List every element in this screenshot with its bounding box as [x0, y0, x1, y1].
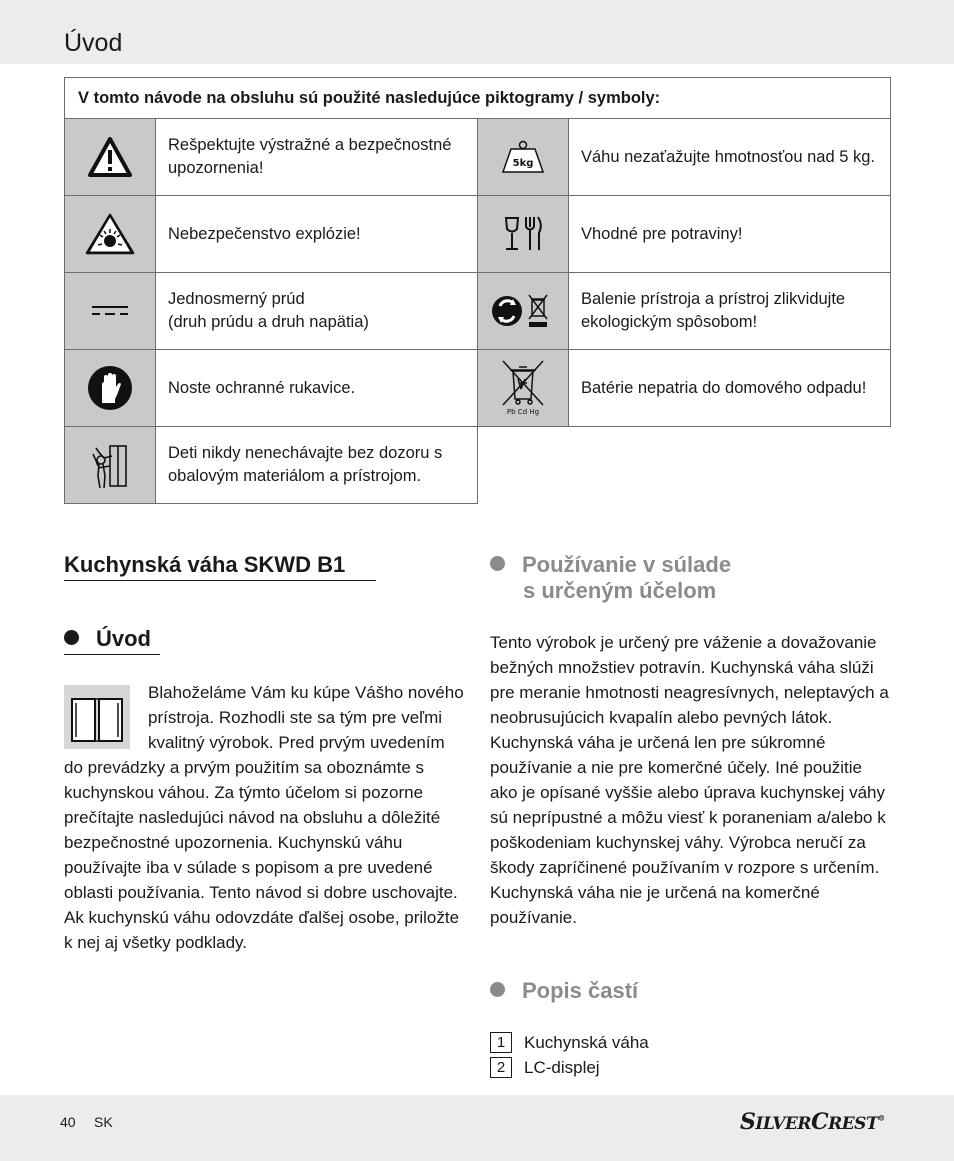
recycling-disposal-icon: [478, 273, 569, 350]
bullet-icon: [64, 630, 79, 645]
part-number: 1: [490, 1032, 512, 1053]
gloves-icon: [65, 350, 156, 427]
symbol-text-gloves: Noste ochranné rukavice.: [156, 350, 478, 427]
part-label: Kuchynská váha: [524, 1032, 649, 1052]
explosion-hazard-icon: [65, 196, 156, 273]
part-label: LC-displej: [524, 1057, 600, 1077]
symbols-table: [64, 77, 891, 504]
bullet-icon: [490, 556, 505, 571]
food-safe-icon: [478, 196, 569, 273]
list-item: [490, 1055, 649, 1080]
page-number: 40: [60, 1114, 76, 1130]
intro-paragraph: Blahoželáme Vám ku kúpe Vášho nového prístroja. Rozhodli ste sa tým pre veľmi kvalitný výrobok. Pred prvým uvedením do prevádzky a prvým použitím sa oboznámte s kuchynskou váhou. Za týmto účelom si pozorne prečítajte nasledujúci návod na obsluhu a dôležité bezpečnostné upozornenia. Kuchynskú váhu používajte iba v súlade s popisom a pre uvedené oblasti používania. Tento návod si dobre uschovajte. Ak kuchynskú váhu odovzdáte ďalšej osobe, priložte k nej aj všetky podklady.: [64, 683, 464, 952]
symbol-text-weight: Váhu nezaťažujte hmotnosťou nad 5 kg.: [569, 119, 891, 196]
child-safety-icon: [65, 427, 156, 504]
weight-label: 5kg: [512, 158, 534, 169]
language-code: SK: [94, 1114, 113, 1130]
weight-5kg-icon: [478, 119, 569, 196]
book-icon: [64, 685, 130, 749]
product-title: Kuchynská váha SKWD B1: [64, 552, 376, 581]
intro-heading: Úvod: [64, 626, 160, 655]
symbol-text-battery: Batérie nepatria do domového odpadu!: [569, 350, 891, 427]
usage-paragraph: Tento výrobok je určený pre váženie a dovažovanie bežných množstiev potravín. Kuchynská váha slúži pre meranie hmotnosti neagresívnych, neleptavých a neobrusujúcich kvapalín alebo pevných látok. Kuchynská váha je určená len pre súkromné používanie a nie pre komerčné účely. Iné použitie ako je opísané vyššie alebo úprava kuchynskej váhy sú neprípustné a môžu viesť k poraneniam a/alebo k poškodeniam kuchynskej váhy. Výrobca neručí za škody zapríčinené používaním v rozpore s určením. Kuchynská váha nie je určená na komerčné používanie.: [490, 633, 889, 927]
list-item: [490, 1030, 649, 1055]
part-number: 2: [490, 1057, 512, 1078]
symbol-text-child: Deti nikdy nenechávajte bez dozoru s obalovým materiálom a prístrojom.: [156, 427, 478, 504]
battery-label: Pb Cd Hg: [506, 408, 540, 416]
brand-logo: SILVERCREST®: [740, 1109, 885, 1135]
symbols-table-heading: V tomto návode na obsluhu sú použité nasledujúce piktogramy / symboly:: [65, 78, 891, 119]
bullet-icon: [490, 982, 505, 997]
symbol-text-explosion: Nebezpečenstvo explózie!: [156, 196, 478, 273]
symbol-text-food: Vhodné pre potraviny!: [569, 196, 891, 273]
symbol-text-warning: Rešpektujte výstražné a bezpečnostné upozornenia!: [156, 119, 478, 196]
page-title: Úvod: [64, 29, 123, 57]
parts-heading: Popis častí: [490, 978, 638, 1004]
battery-disposal-icon: [478, 350, 569, 427]
direct-current-icon: [65, 273, 156, 350]
symbol-text-recycling: Balenie prístroja a prístroj zlikvidujte ekologickým spôsobom!: [569, 273, 891, 350]
header-bar: [0, 0, 954, 64]
symbol-text-dc: Jednosmerný prúd (druh prúdu a druh napätia): [156, 273, 478, 350]
warning-triangle-icon: [65, 119, 156, 196]
usage-heading: Používanie v súlade s určeným účelom: [490, 552, 731, 604]
parts-list: [490, 1030, 649, 1080]
